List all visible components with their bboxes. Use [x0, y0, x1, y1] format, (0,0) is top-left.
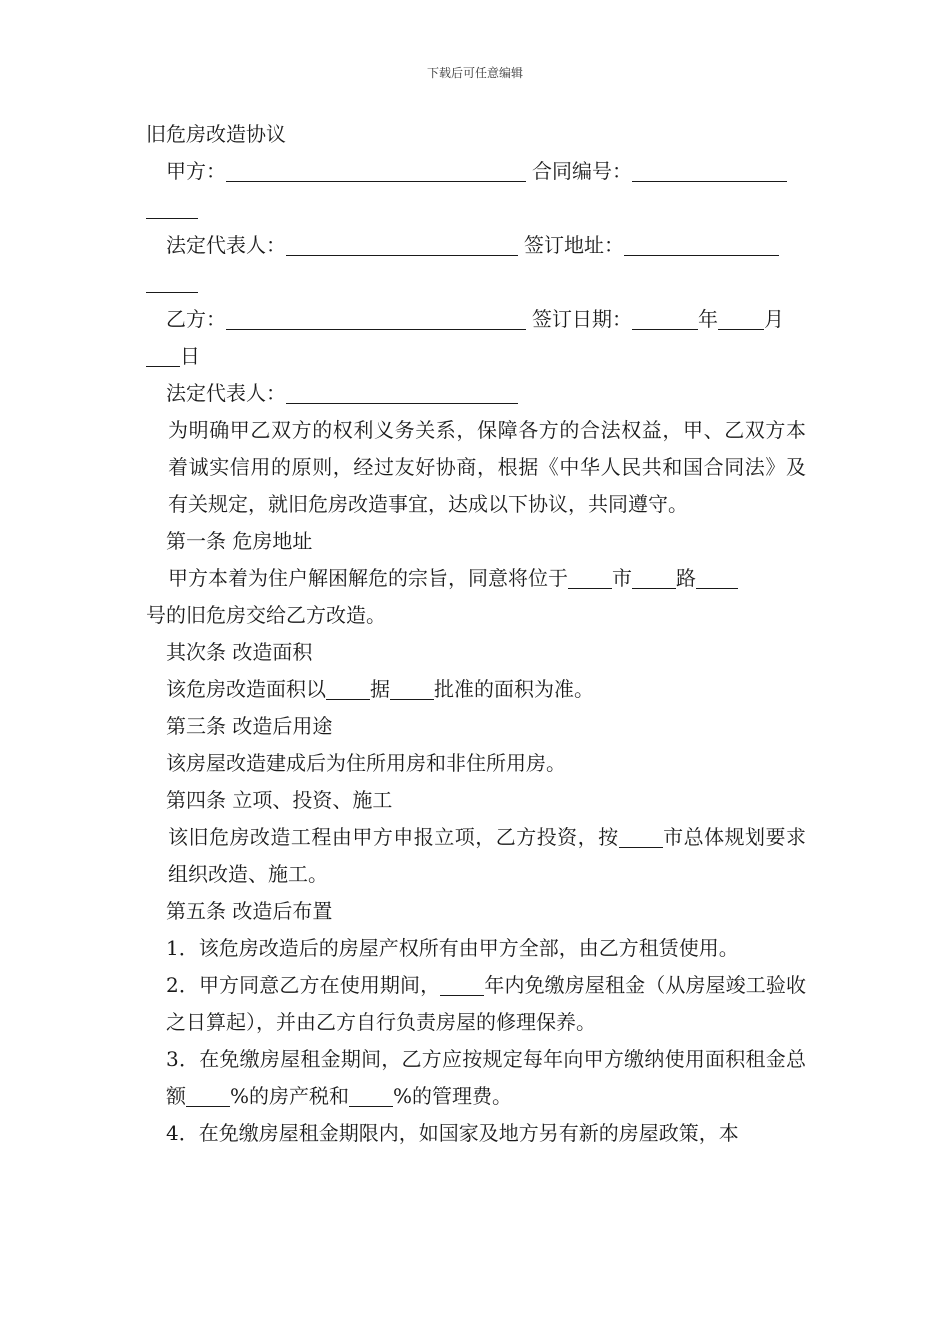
article-1-title: 第一条 危房地址 — [166, 529, 313, 553]
area-basis-blank — [326, 677, 370, 700]
legal-rep-blank — [286, 233, 518, 256]
management-fee-blank — [349, 1084, 393, 1107]
preamble-paragraph: 为明确甲乙双方的权利义务关系，保障各方的合法权益，甲、乙双方本着诚实信用的原则，经过友好协商，根据《中华人民共和国合同法》及有关规定，就旧危房改造事宜，达成以下协议，共同遵守。 — [168, 418, 806, 516]
plan-city-blank — [619, 825, 663, 848]
article-5-title: 第五条 改造后布置 — [166, 899, 333, 923]
article-4-paragraph — [146, 819, 806, 893]
item-3-text-a: 3．在免缴房屋租金期间，乙方应按规定每年向甲方缴纳使用面积租金总额 — [166, 1047, 806, 1108]
article-3-text: 该房屋改造建成后为住所用房和非住所用房。 — [166, 751, 566, 775]
article-4-title: 第四条 立项、投资、施工 — [166, 788, 393, 812]
article-1-road: 路 — [676, 566, 696, 590]
legal-rep-blank-2 — [286, 381, 518, 404]
day-blank — [146, 344, 180, 367]
article-1-text-a: 甲方本着为住户解困解危的宗旨，同意将位于 — [168, 566, 568, 590]
article-2-text-c: 批准的面积为准。 — [434, 677, 594, 701]
article-2-text-b: 据 — [370, 677, 390, 701]
party-a-line — [146, 153, 806, 190]
article-2-line — [146, 671, 806, 708]
year-label: 年 — [698, 307, 718, 331]
date-continued — [146, 338, 806, 375]
contract-no-continued — [146, 190, 806, 227]
party-b-label: 乙方： — [166, 307, 226, 331]
legal-rep-line — [146, 227, 806, 264]
sign-place-blank — [624, 233, 779, 256]
legal-rep-line-2 — [146, 375, 806, 412]
sign-place-label: 签订地址： — [524, 233, 624, 257]
city-blank — [568, 566, 612, 589]
rent-free-years-blank — [440, 973, 484, 996]
year-blank — [632, 307, 698, 330]
article-5-item-1: 1．该危房改造后的房屋产权所有由甲方全部，由乙方租赁使用。 — [166, 936, 739, 960]
contract-no-blank-cont — [146, 196, 198, 219]
item-2-text-b: 年内免缴房屋租金（从房屋竣工验收之日算起），并由乙方自行负责房屋的修理保养。 — [166, 973, 806, 1034]
page-header: 下载后可任意编辑 — [426, 66, 523, 80]
article-4-text-b: 市总体规划要求组织改造、施工。 — [168, 825, 807, 886]
article-5-item-3 — [146, 1041, 806, 1115]
party-a-label: 甲方： — [166, 159, 226, 183]
article-1-city: 市 — [612, 566, 632, 590]
party-a-blank — [226, 159, 526, 182]
sign-place-blank-cont — [146, 270, 198, 293]
article-2-text-a: 该危房改造面积以 — [166, 677, 326, 701]
sign-date-label: 签订日期： — [532, 307, 632, 331]
item-3-text-c: %的管理费。 — [393, 1084, 513, 1108]
legal-rep-label: 法定代表人： — [166, 233, 286, 257]
approver-blank — [390, 677, 434, 700]
article-1-text-d: 号的旧危房交给乙方改造。 — [146, 603, 386, 627]
document-body — [146, 116, 806, 1152]
article-1-line — [146, 560, 806, 597]
month-label: 月 — [764, 307, 784, 331]
number-blank — [696, 566, 738, 589]
item-2-text-a: 2．甲方同意乙方在使用期间， — [166, 973, 441, 997]
day-label: 日 — [180, 344, 200, 368]
month-blank — [718, 307, 764, 330]
sign-place-continued — [146, 264, 806, 301]
road-blank — [632, 566, 676, 589]
article-2-title: 其次条 改造面积 — [166, 640, 313, 664]
contract-no-blank — [632, 159, 787, 182]
party-b-blank — [226, 307, 526, 330]
article-4-text-a: 该旧危房改造工程由甲方申报立项，乙方投资，按 — [168, 825, 619, 849]
article-3-title: 第三条 改造后用途 — [166, 714, 333, 738]
contract-no-label: 合同编号： — [532, 159, 632, 183]
article-5-item-2 — [146, 967, 806, 1041]
article-5-item-4: 4．在免缴房屋租金期限内，如国家及地方另有新的房屋政策，本 — [166, 1121, 739, 1145]
document-title: 旧危房改造协议 — [146, 122, 286, 146]
item-3-text-b: %的房产税和 — [230, 1084, 350, 1108]
party-b-line — [146, 301, 806, 338]
property-tax-blank — [186, 1084, 230, 1107]
legal-rep-label-2: 法定代表人： — [166, 381, 286, 405]
